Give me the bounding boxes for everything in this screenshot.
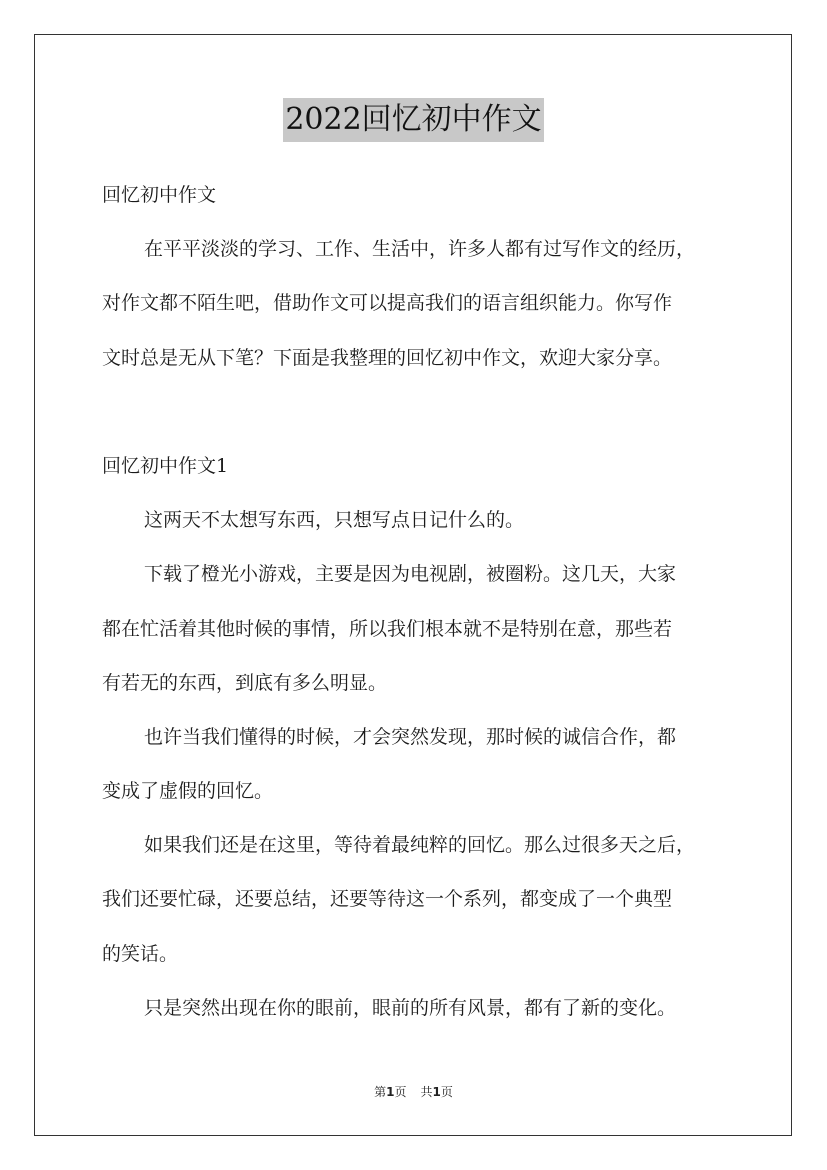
paragraph-line: 如果我们还是在这里，等待着最纯粹的回忆。那么过很多天之后，	[144, 834, 696, 857]
title-container	[0, 98, 827, 142]
paragraph-line: 也许当我们懂得的时候，才会突然发现，那时候的诚信合作，都	[144, 725, 677, 748]
document-title: 2022回忆初中作文	[283, 98, 543, 142]
subheading: 回忆初中作文	[102, 184, 217, 206]
paragraph-line: 有若无的东西，到底有多么明显。	[102, 671, 388, 694]
paragraph-line: 都在忙活着其他时候的事情，所以我们根本就不是特别在意，那些若	[102, 617, 673, 640]
paragraph-line: 的笑话。	[102, 942, 179, 965]
footer-page-prefix: 第	[374, 1085, 387, 1099]
intro-line: 文时总是无从下笔？下面是我整理的回忆初中作文，欢迎大家分享。	[102, 346, 673, 369]
essay-heading: 回忆初中作文1	[102, 454, 229, 477]
footer-total-number: 1	[432, 1085, 441, 1099]
footer-total-suffix: 页	[440, 1085, 453, 1099]
intro-line: 对作文都不陌生吧，借助作文可以提高我们的语言组织能力。你写作	[102, 292, 673, 315]
paragraph-line: 变成了虚假的回忆。	[102, 780, 274, 803]
paragraph-line: 这两天不太想写东西，只想写点日记什么的。	[144, 509, 525, 532]
paragraph-line: 下载了橙光小游戏，主要是因为电视剧，被圈粉。这几天，大家	[144, 563, 677, 586]
footer-total-prefix: 共	[420, 1085, 433, 1099]
blank-line	[102, 385, 742, 439]
footer-page-suffix: 页	[394, 1085, 407, 1099]
paragraph-line: 只是突然出现在你的眼前，眼前的所有风景，都有了新的变化。	[144, 996, 677, 1019]
paragraph-line: 我们还要忙碌，还要总结，还要等待这一个系列，都变成了一个典型	[102, 888, 673, 911]
document-body	[102, 168, 742, 1035]
intro-line: 在平平淡淡的学习、工作、生活中，许多人都有过写作文的经历，	[144, 238, 696, 261]
page-footer	[0, 1082, 827, 1102]
footer-page-number: 1	[386, 1085, 395, 1099]
